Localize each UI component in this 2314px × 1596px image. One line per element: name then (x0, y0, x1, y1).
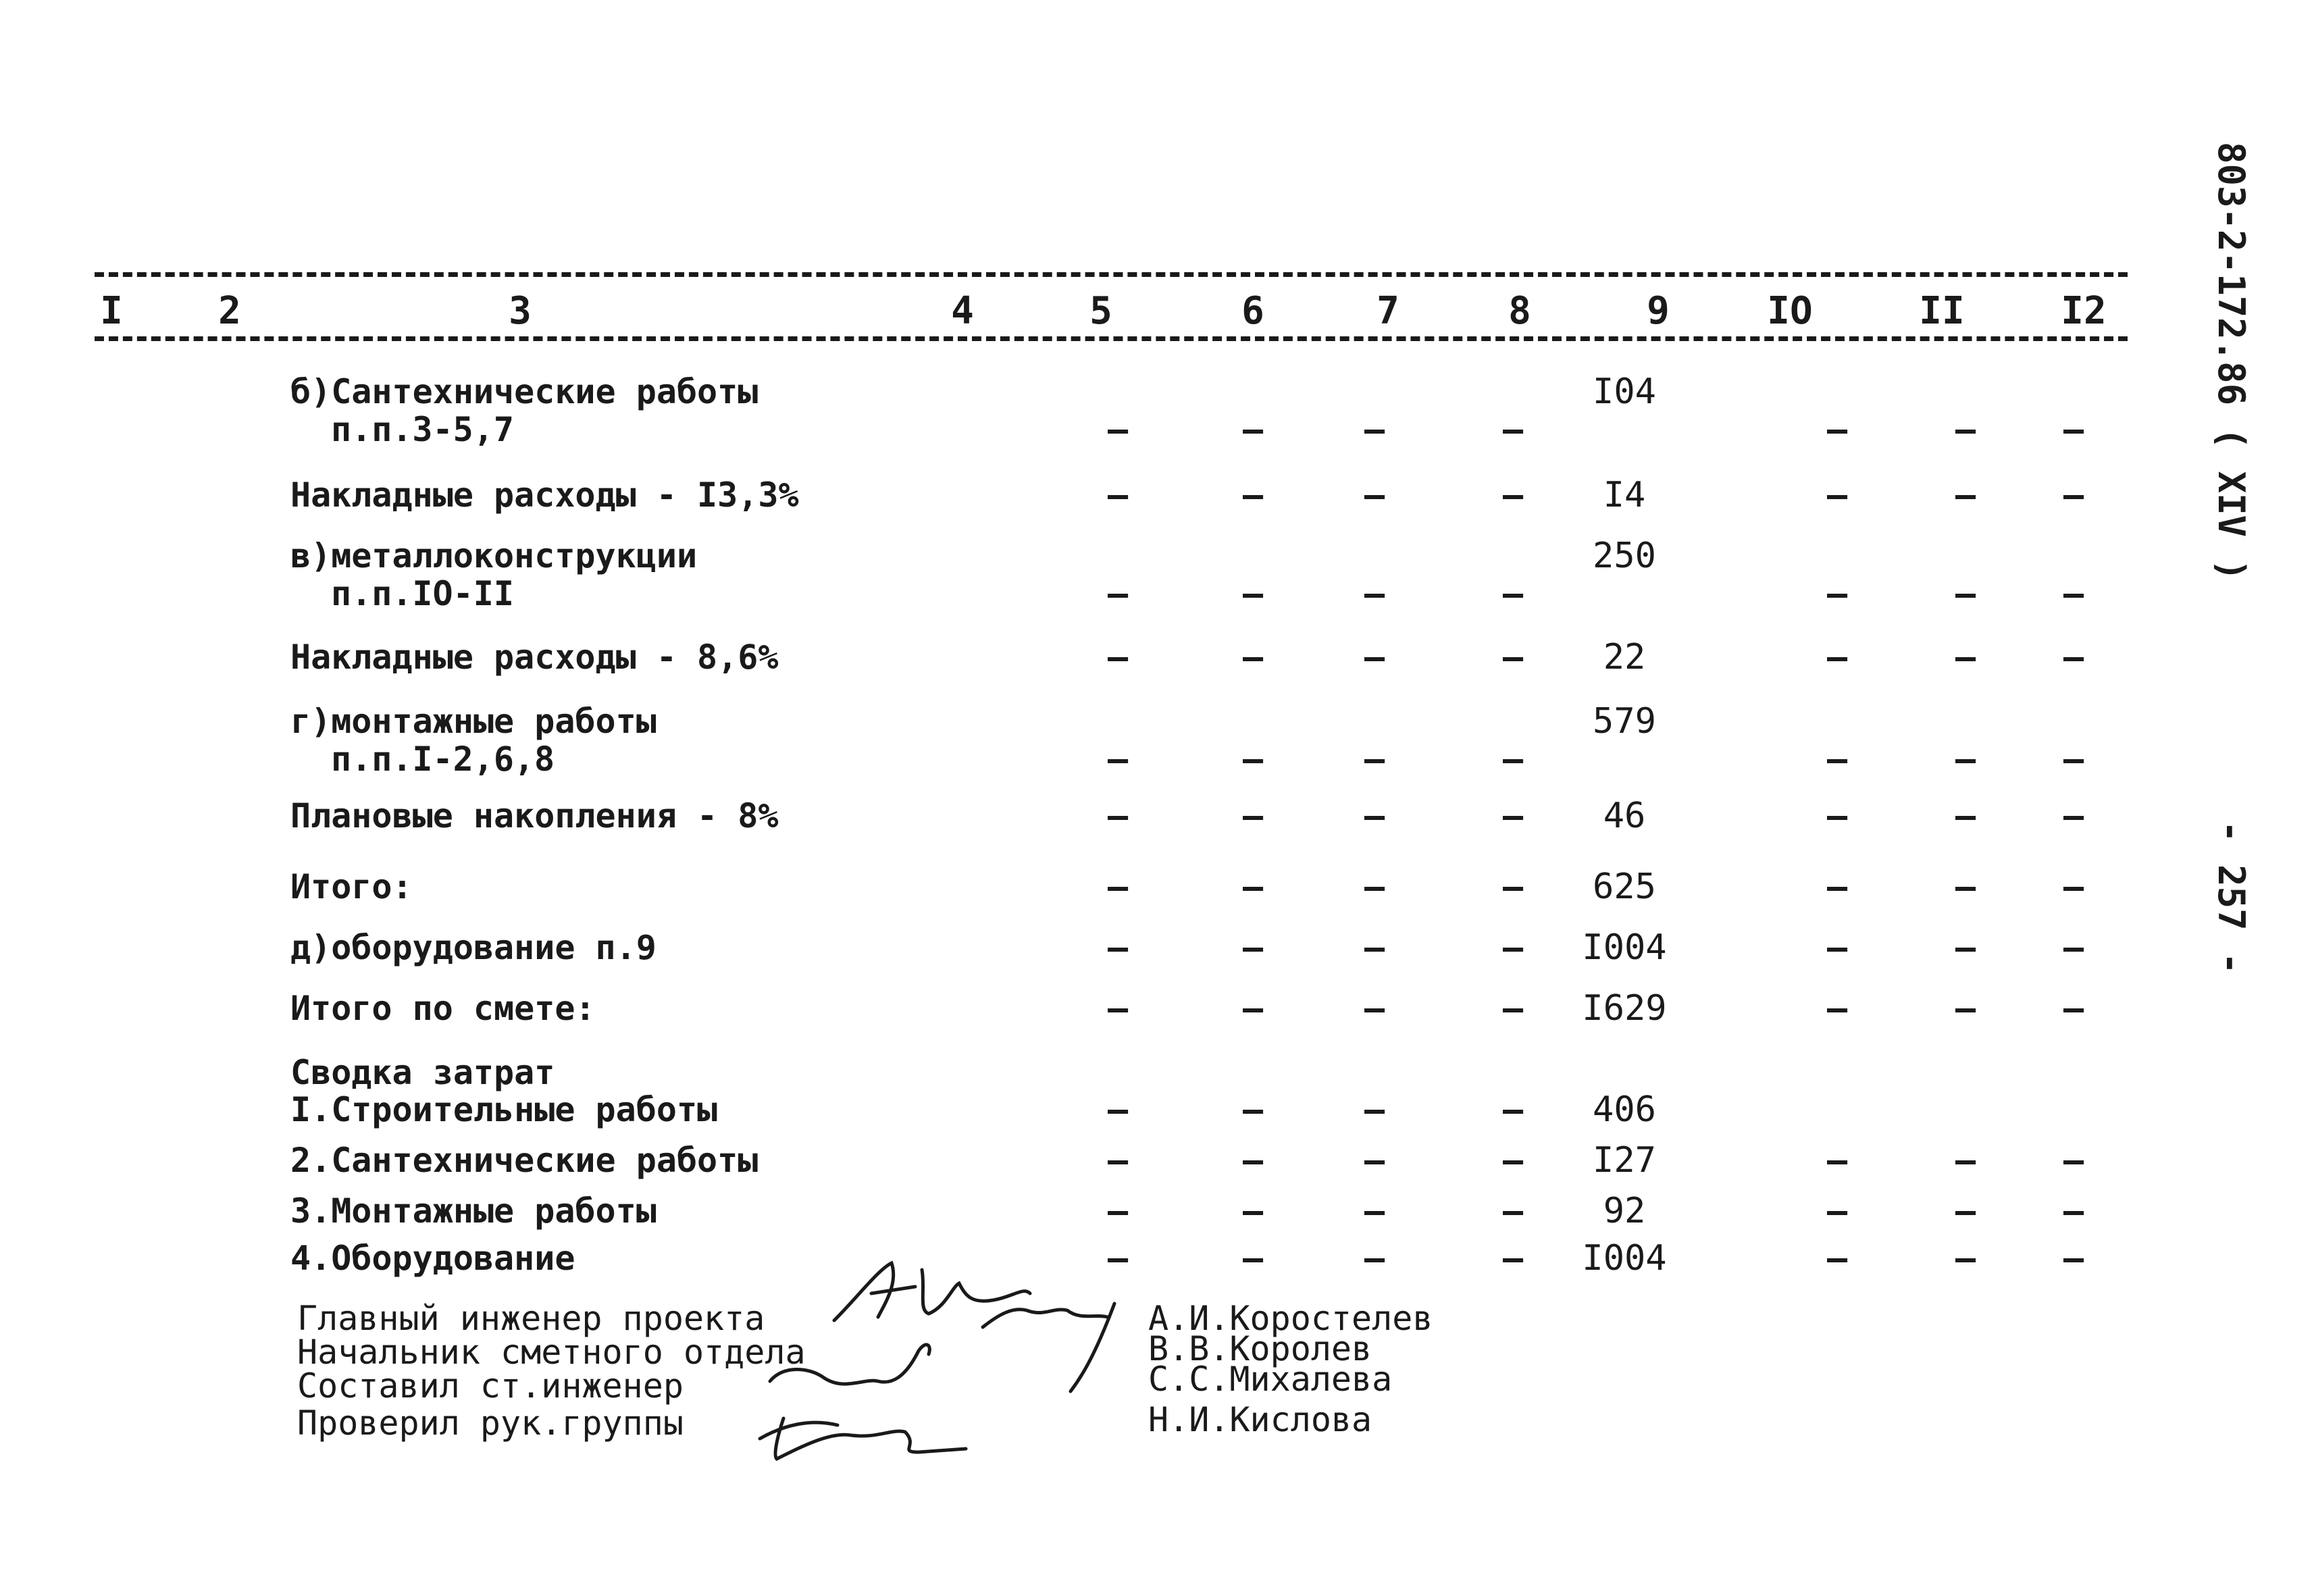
column-header-2: 2 (218, 289, 241, 333)
cell-col-5: – (1107, 410, 1129, 449)
page-number: - 257 - (2210, 821, 2253, 975)
cell-col-12: – (2063, 1141, 2084, 1180)
cell-col-8: – (1502, 410, 1524, 449)
column-header-11: II (1919, 289, 1965, 333)
signature-name: С.С.Михалева (1148, 1360, 1393, 1399)
cell-col-10: – (1826, 989, 1848, 1028)
cell-col-8: – (1502, 638, 1524, 677)
cell-col-7: – (1364, 1141, 1385, 1180)
cell-col-11: – (1955, 867, 1976, 906)
cell-col-12: – (2063, 796, 2084, 835)
signature-name: А.И.Коростелев (1148, 1299, 1433, 1338)
cell-col-5: – (1107, 638, 1129, 677)
cell-col-8: – (1502, 1191, 1524, 1231)
column-header-12: I2 (2061, 289, 2107, 333)
cell-col-5: – (1107, 574, 1129, 613)
cell-col-12: – (2063, 1191, 2084, 1231)
column-header-8: 8 (1508, 289, 1531, 333)
row-label-line1: Итого по смете: (290, 989, 596, 1028)
cell-col-6: – (1242, 574, 1264, 613)
cell-col-11: – (1955, 989, 1976, 1028)
cell-col-9: I27 (1593, 1140, 1656, 1181)
cell-col-7: – (1364, 475, 1385, 515)
cell-col-9: I04 (1593, 371, 1656, 412)
cell-col-10: – (1826, 1191, 1848, 1231)
cell-col-5: – (1107, 740, 1129, 779)
cell-col-7: – (1364, 574, 1385, 613)
cell-col-6: – (1242, 410, 1264, 449)
cell-col-12: – (2063, 928, 2084, 967)
cell-col-5: – (1107, 475, 1129, 515)
cell-col-6: – (1242, 796, 1264, 835)
cell-col-7: – (1364, 928, 1385, 967)
cell-col-11: – (1955, 574, 1976, 613)
cell-col-8: – (1502, 740, 1524, 779)
cell-col-11: – (1955, 740, 1976, 779)
cell-col-10: – (1826, 796, 1848, 835)
row-label-line2: п.п.3-5,7 (331, 410, 514, 449)
cell-col-10: – (1826, 638, 1848, 677)
cell-col-10: – (1826, 410, 1848, 449)
cell-col-8: – (1502, 1090, 1524, 1129)
cell-col-10: – (1826, 475, 1848, 515)
cell-col-12: – (2063, 638, 2084, 677)
cell-col-5: – (1107, 928, 1129, 967)
cell-col-10: – (1826, 928, 1848, 967)
cell-col-10: – (1826, 1239, 1848, 1278)
cell-col-7: – (1364, 989, 1385, 1028)
cell-col-11: – (1955, 1239, 1976, 1278)
cell-col-11: – (1955, 796, 1976, 835)
signature-name: В.В.Королев (1148, 1329, 1372, 1368)
cell-col-12: – (2063, 867, 2084, 906)
cell-col-12: – (2063, 410, 2084, 449)
cell-col-6: – (1242, 928, 1264, 967)
column-header-10: IO (1767, 289, 1813, 333)
row-label-line1: Итого: (290, 867, 413, 906)
column-header-9: 9 (1647, 289, 1670, 333)
cell-col-6: – (1242, 1239, 1264, 1278)
cell-col-6: – (1242, 989, 1264, 1028)
cell-col-9: I629 (1582, 988, 1667, 1029)
column-header-6: 6 (1241, 289, 1264, 333)
cell-col-9: 406 (1593, 1089, 1656, 1130)
cell-col-9: 625 (1593, 867, 1656, 907)
cell-col-10: – (1826, 740, 1848, 779)
cell-col-10: – (1826, 867, 1848, 906)
cell-col-12: – (2063, 574, 2084, 613)
document-code: 803-2-172.86 ( XIV ) (2210, 142, 2253, 582)
signature-role: Главный инженер проекта (297, 1299, 765, 1338)
row-label-line1: 3.Монтажные работы (290, 1191, 657, 1231)
cell-col-5: – (1107, 989, 1129, 1028)
cell-col-6: – (1242, 475, 1264, 515)
signature-role: Начальник сметного отдела (297, 1333, 806, 1372)
cell-col-9: 22 (1603, 637, 1646, 677)
signature-name: Н.И.Кислова (1148, 1400, 1372, 1439)
cell-col-12: – (2063, 740, 2084, 779)
cell-col-9: 250 (1593, 536, 1656, 576)
cell-col-9: 92 (1603, 1191, 1646, 1231)
cell-col-5: – (1107, 1191, 1129, 1231)
cell-col-8: – (1502, 1239, 1524, 1278)
cell-col-11: – (1955, 928, 1976, 967)
cell-col-8: – (1502, 574, 1524, 613)
row-label-line1: в)металлоконструкции (290, 536, 698, 575)
cell-col-5: – (1107, 1090, 1129, 1129)
cell-col-6: – (1242, 1191, 1264, 1231)
cell-col-5: – (1107, 867, 1129, 906)
cell-col-5: – (1107, 1141, 1129, 1180)
column-header-5: 5 (1089, 289, 1112, 333)
cell-col-8: – (1502, 475, 1524, 515)
cell-col-11: – (1955, 638, 1976, 677)
cell-col-11: – (1955, 1191, 1976, 1231)
row-label-line1: 2.Сантехнические работы (290, 1141, 759, 1180)
cell-col-8: – (1502, 867, 1524, 906)
cell-col-11: – (1955, 475, 1976, 515)
cell-col-11: – (1955, 410, 1976, 449)
cell-col-6: – (1242, 638, 1264, 677)
column-header-4: 4 (951, 289, 974, 333)
row-label-line1: г)монтажные работы (290, 702, 657, 741)
cell-col-8: – (1502, 928, 1524, 967)
row-label-line1: I.Строительные работы (290, 1090, 718, 1129)
row-label-line1: 4.Оборудование (290, 1239, 575, 1278)
cell-col-8: – (1502, 989, 1524, 1028)
cell-col-8: – (1502, 796, 1524, 835)
cell-col-6: – (1242, 1141, 1264, 1180)
cell-col-7: – (1364, 796, 1385, 835)
cell-col-6: – (1242, 867, 1264, 906)
column-header-7: 7 (1377, 289, 1399, 333)
row-label-line1: Сводка затрат (290, 1053, 555, 1092)
row-label-line1: Накладные расходы - I3,3% (290, 475, 799, 515)
cell-col-9: 46 (1603, 796, 1646, 836)
row-label-line1: д)оборудование п.9 (290, 928, 657, 967)
row-label-line2: п.п.I-2,6,8 (331, 740, 555, 779)
cell-col-9: I4 (1603, 475, 1646, 515)
cell-col-5: – (1107, 1239, 1129, 1278)
cell-col-11: – (1955, 1141, 1976, 1180)
cell-col-6: – (1242, 740, 1264, 779)
column-header-3: 3 (509, 289, 532, 333)
signature-role: Проверил рук.группы (297, 1404, 684, 1443)
cell-col-7: – (1364, 1239, 1385, 1278)
row-label-line2: п.п.IO-II (331, 574, 514, 613)
cell-col-7: – (1364, 1191, 1385, 1231)
row-label-line1: Накладные расходы - 8,6% (290, 638, 779, 677)
cell-col-12: – (2063, 475, 2084, 515)
cell-col-9: 579 (1593, 701, 1656, 742)
cell-col-9: I004 (1582, 927, 1667, 968)
row-label-line1: б)Сантехнические работы (290, 372, 759, 411)
cell-col-8: – (1502, 1141, 1524, 1180)
cell-col-9: I004 (1582, 1238, 1667, 1279)
signature-role: Составил ст.инженер (297, 1366, 684, 1406)
column-header-1: I (100, 289, 123, 333)
cell-col-7: – (1364, 410, 1385, 449)
cell-col-7: – (1364, 740, 1385, 779)
cell-col-7: – (1364, 638, 1385, 677)
cell-col-12: – (2063, 989, 2084, 1028)
cell-col-7: – (1364, 1090, 1385, 1129)
cell-col-7: – (1364, 867, 1385, 906)
row-label-line1: Плановые накопления - 8% (290, 796, 779, 835)
cell-col-10: – (1826, 1141, 1848, 1180)
cell-col-10: – (1826, 574, 1848, 613)
cell-col-6: – (1242, 1090, 1264, 1129)
cell-col-5: – (1107, 796, 1129, 835)
cell-col-12: – (2063, 1239, 2084, 1278)
